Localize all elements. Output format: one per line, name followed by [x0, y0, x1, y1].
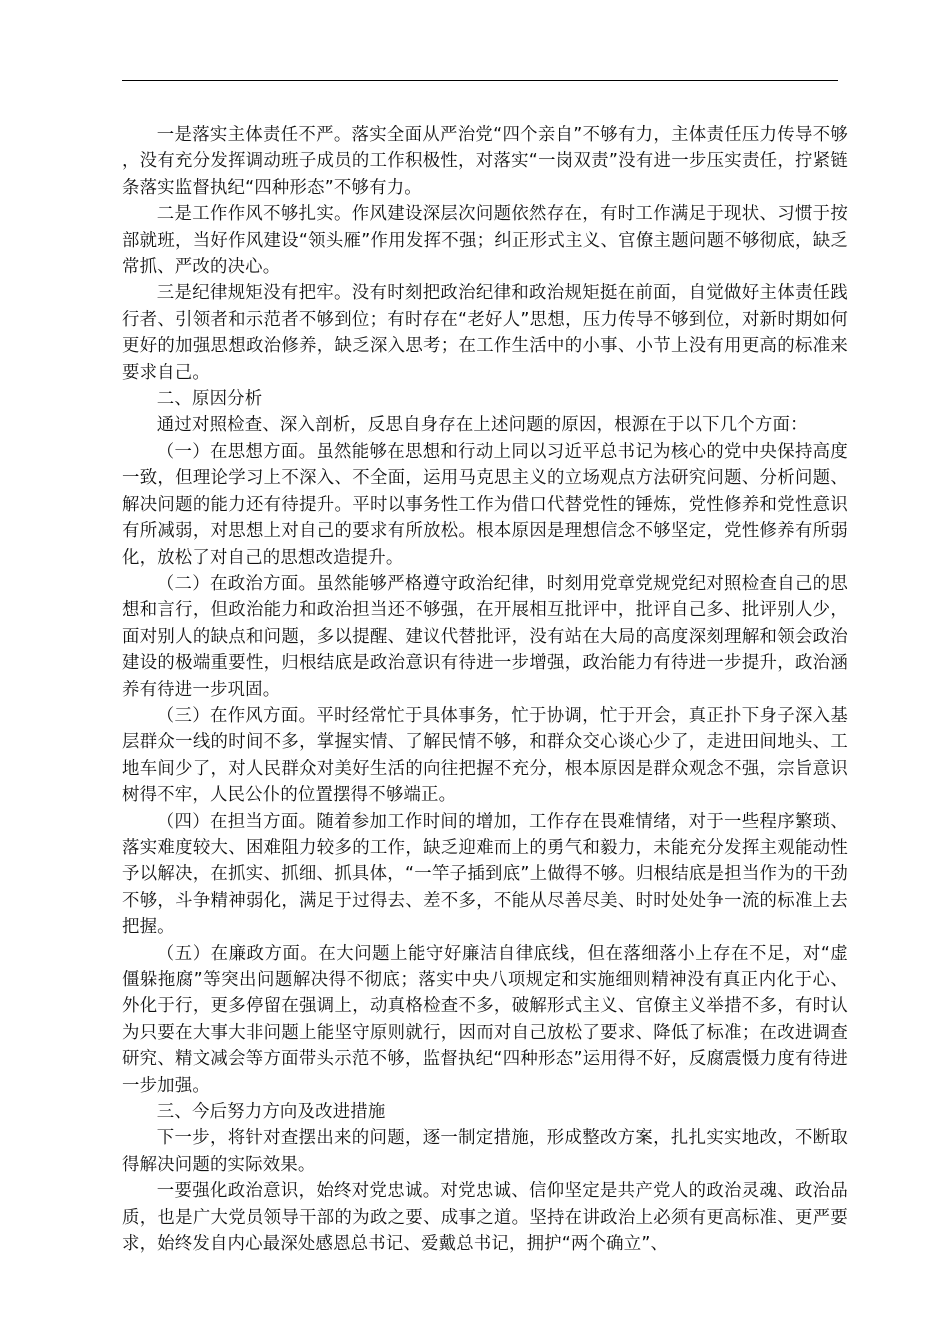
paragraph-political-awareness: 一要强化政治意识，始终对党忠诚。对党忠诚、信仰坚定是共产党人的政治灵魂、政治品质，也是广大党员领导干部的为政之要、成事之道。坚持在讲政治上必须有更高标准、更严要求，始终发自内心最深处感恩总书记、爱戴总书记，拥护“两个确立”、	[122, 1181, 848, 1255]
paragraph-integrity: （五）在廉政方面。在大问题上能守好廉洁自律底线，但在落细落小上存在不足，对“虚僵躲拖腐”等突出问题解决得不彻底；落实中央八项规定和实施细则精神没有真正内化于心、外化于行，更多停留在强调上，动真格检查不多，破解形式主义、官僚主义举措不多，有时认为只要在大事大非问题上能坚守原则就行，因而对自己放松了要求、降低了标准；在改进调查研究、精文减会等方面带头示范不够，监督执纪“四种形态”运用得不好，反腐震慑力度有待进一步加强。	[122, 943, 848, 1096]
header-rule	[122, 80, 838, 81]
paragraph-responsibility: 一是落实主体责任不严。落实全面从严治党“四个亲自”不够有力，主体责任压力传导不够，没有充分发挥调动班子成员的工作积极性，对落实“一岗双责”没有进一步压实责任，拧紧链条落实监督执纪“四种形态”不够有力。	[122, 125, 848, 198]
paragraph-politics: （二）在政治方面。虽然能够严格遵守政治纪律，时刻用党章党规党纪对照检查自己的思想和言行，但政治能力和政治担当还不够强，在开展相互批评中，批评自己多、批评别人少，面对别人的缺点和问题，多以提醒、建议代替批评，没有站在大局的高度深刻理解和领会政治建设的极端重要性，归根结底是政治意识有待进一步增强，政治能力有待进一步提升，政治涵养有待进一步巩固。	[122, 573, 848, 700]
paragraph-responsibility-taking: （四）在担当方面。随着参加工作时间的增加，工作存在畏难情绪，对于一些程序繁琐、落实难度较大、困难阻力较多的工作，缺乏迎难而上的勇气和毅力，未能充分发挥主观能动性予以解决，在抓实、抓细、抓具体，“一竿子插到底”上做得不够。归根结底是担当作为的干劲不够，斗争精神弱化，满足于过得去、差不多，不能从尽善尽美、时时处处争一流的标准上去把握。	[122, 811, 848, 938]
paragraph-style: （三）在作风方面。平时经常忙于具体事务，忙于协调，忙于开会，真正扑下身子深入基层群众一线的时间不多，掌握实情、了解民情不够，和群众交心谈心少了，走进田间地头、工地车间少了，对人民群众对美好生活的向往把握不充分，根本原因是群众观念不强，宗旨意识树得不牢，人民公仆的位置摆得不够端正。	[122, 705, 848, 806]
paragraph-thought: （一）在思想方面。虽然能够在思想和行动上同以习近平总书记为核心的党中央保持高度一致，但理论学习上不深入、不全面，运用马克思主义的立场观点方法研究问题、分析问题、解决问题的能力还有待提升。平时以事务性工作为借口代替党性的锤炼，党性修养和党性意识有所减弱，对思想上对自己的要求有所放松。根本原因是理想信念不够坚定，党性修养有所弱化，放松了对自己的思想改造提升。	[122, 441, 848, 568]
document-body	[122, 122, 848, 1257]
section-heading-cause-analysis: 二、原因分析	[156, 389, 263, 410]
paragraph-next-step: 下一步，将针对查摆出来的问题，逐一制定措施，形成整改方案，扎扎实实地改，不断取得解决问题的实际效果。	[122, 1128, 848, 1175]
section-heading-improvement: 三、今后努力方向及改进措施	[156, 1102, 386, 1123]
paragraph-work-style: 二是工作作风不够扎实。作风建设深层次问题依然存在，有时工作满足于现状、习惯于按部就班，当好作风建设“领头雁”作用发挥不强；纠正形式主义、官僚主题问题不够彻底，缺乏常抓、严改的决心。	[122, 204, 848, 278]
paragraph-discipline: 三是纪律规矩没有把牢。没有时刻把政治纪律和政治规矩挺在前面，自觉做好主体责任践行者、引领者和示范者不够到位；有时存在“老好人”思想，压力传导不够到位，对新时期如何更好的加强思想政治修养，缺乏深入思考；在工作生活中的小事、小节上没有用更高的标准来要求自己。	[122, 283, 848, 383]
paragraph-cause-intro: 通过对照检查、深入剖析，反思自身存在上述问题的原因，根源在于以下几个方面：	[156, 415, 808, 436]
